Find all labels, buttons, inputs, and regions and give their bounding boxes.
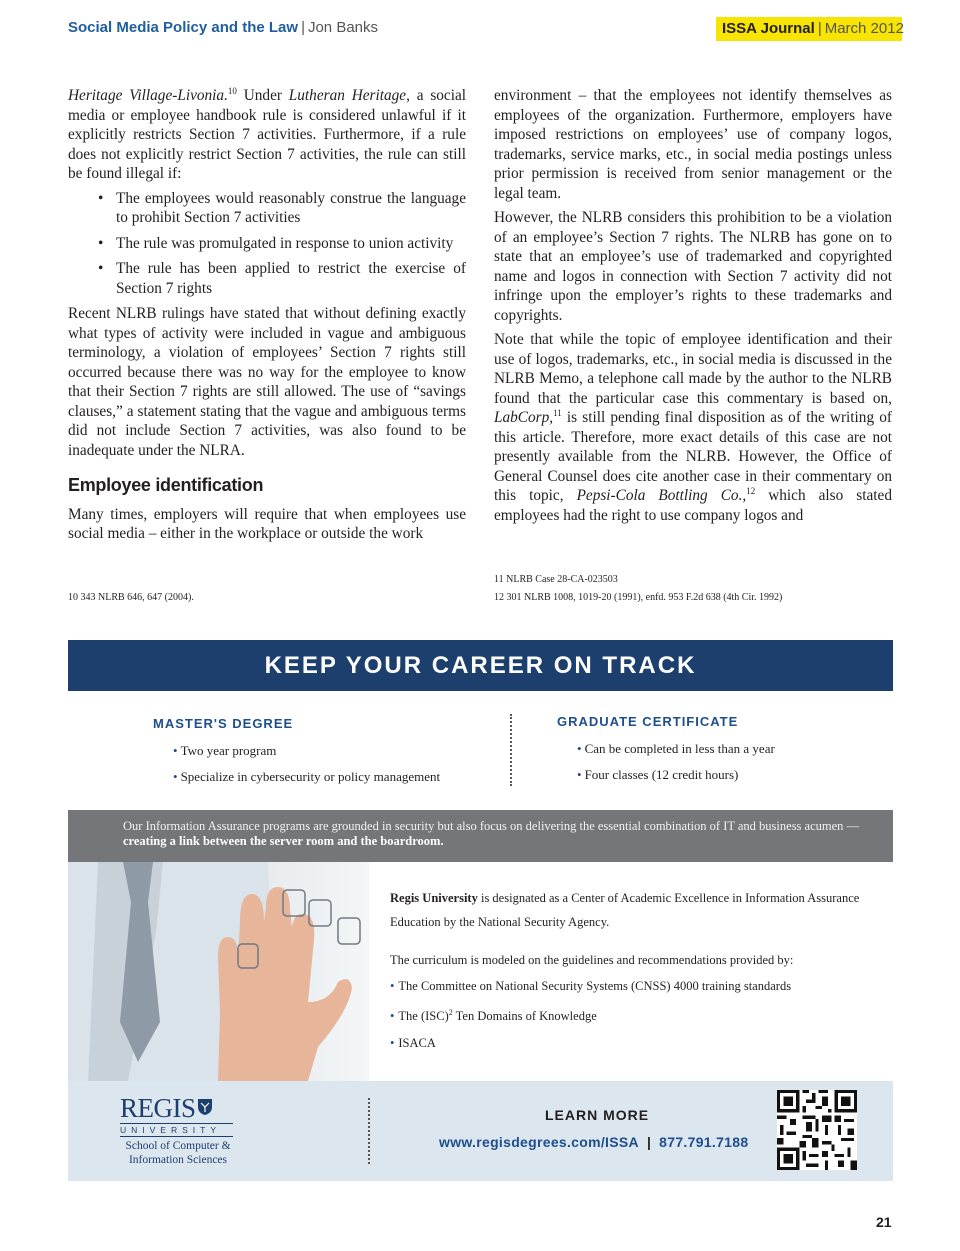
ad-banner-title: KEEP YOUR CAREER ON TRACK: [68, 640, 893, 691]
paragraph: environment – that the employees not identify themselves as employees of the organization. Furthermore, employers have imposed restrictions on employees’ use of company logos, trademarks, service marks, etc., in social media postings unless prior permission is received from senior management or the legal team.: [494, 87, 892, 202]
list-item-text: The rule was promulgated in response to union activity: [116, 234, 454, 252]
paragraph: The curriculum is modeled on the guidelines and recommendations provided by:: [390, 953, 794, 967]
list-item-text: Two year program: [180, 743, 277, 758]
standards-list: [390, 974, 870, 1055]
header-journal: ISSA Journal: [722, 20, 815, 37]
website-link[interactable]: www.regisdegrees.com/ISSA: [439, 1134, 639, 1150]
text-run: Note that while the topic of employee identification and their use of logos, trademarks, etc., in social media is discussed in the NLRB Memo, a telephone call made by the author to the NLRB found that the particular case this commentary is based on,: [494, 331, 892, 407]
regis-logo: [120, 1095, 240, 1167]
list-item-text: The (ISC): [398, 1009, 449, 1024]
superscript: 2: [448, 1008, 453, 1017]
article-column-right: [494, 86, 892, 530]
header-title: Social Media Policy and the Law: [68, 19, 299, 36]
list-item: [390, 1001, 870, 1028]
header-date: March 2012: [824, 20, 904, 37]
bullet-icon: •: [98, 189, 104, 207]
text-run: , a social media or employee handbook rule is considered unlawful if it explicitly restricts Section 7 activities. Furthermore, if a rule does not explicitly restrict Section 7 activities, the rule can still be found illegal if:: [68, 87, 467, 182]
shield-icon: [197, 1098, 213, 1116]
paragraph: [68, 86, 466, 184]
masters-heading: MASTER'S DEGREE: [153, 716, 294, 731]
qr-code-graphic: [777, 1090, 857, 1170]
ad-info-block: [390, 886, 870, 1058]
text-run: which also stated employees had the right to use company logos and: [494, 487, 892, 524]
case-citation: Heritage Village-Livonia.: [68, 87, 228, 104]
hand-touchscreen-photo: [68, 862, 369, 1081]
dotted-divider: [510, 714, 512, 786]
footnote-10: 10 343 NLRB 646, 647 (2004).: [68, 592, 194, 603]
footnote-ref: 10: [227, 85, 237, 96]
phone-number[interactable]: 877.791.7188: [659, 1134, 749, 1150]
list-item: [98, 189, 466, 228]
paragraph: [390, 886, 870, 934]
contact-separator: |: [646, 1134, 652, 1150]
list-item-text: Four classes (12 credit hours): [584, 767, 739, 782]
paragraph: However, the NLRB considers this prohibition to be a violation of an employee’s Section 7 rights. The NLRB has gone on to state that an employee’s use of trademarked and copyrighted name and logos in connection with Section 7 activity did not infringe upon the employer’s rights to these trademarks and copyrights.: [494, 209, 892, 324]
footnote-ref: 11: [553, 407, 562, 418]
bullet-icon: •: [173, 769, 178, 784]
university-name: Regis University: [390, 891, 478, 905]
text-run: is still pending final disposition as of the writing of this article. Therefore, more exact details of this case are not presently available from the NLRB. However, the Office of General Counsel does cite another case in their commentary on this topic,: [494, 409, 892, 504]
header-separator-right: |: [817, 20, 822, 37]
list-item: [98, 259, 466, 298]
tagline-emphasis: creating a link between the server room and the boardroom.: [123, 834, 444, 848]
list-item-text: Can be completed in less than a year: [584, 741, 775, 756]
footnote-11: 11 NLRB Case 28-CA-023503: [494, 574, 618, 585]
bullet-icon: •: [98, 234, 104, 252]
list-item: [390, 1031, 870, 1055]
hand-illustration: [68, 862, 369, 1081]
list-item: [98, 234, 466, 254]
text-run: Under: [236, 87, 289, 104]
list-item-text: Specialize in cybersecurity or policy management: [180, 769, 441, 784]
running-header-right: [716, 17, 902, 41]
list-item-text: ISACA: [398, 1036, 436, 1051]
list-item: [577, 741, 775, 757]
header-separator: |: [301, 19, 305, 36]
bullet-icon: •: [390, 979, 395, 993]
bullet-icon: •: [577, 767, 582, 782]
page-number: 21: [876, 1214, 892, 1230]
logo-wordmark-row: [120, 1095, 240, 1122]
ad-tagline-band: [68, 810, 893, 862]
case-citation: LabCorp,: [494, 409, 554, 426]
list-item: [390, 974, 870, 998]
list-item-text: Ten Domains of Knowledge: [452, 1009, 597, 1024]
logo-school-name: School of Computer & Information Sciences: [125, 1140, 231, 1166]
bullet-icon: •: [390, 1036, 395, 1051]
bullet-icon: •: [390, 1009, 395, 1024]
list-item-text: The rule has been applied to restrict the exercise of Section 7 rights: [116, 260, 466, 297]
learn-more-heading: LEARN MORE: [545, 1107, 650, 1123]
bullet-icon: •: [98, 260, 104, 277]
case-citation: Lutheran Heritage: [288, 87, 407, 104]
tagline-text: Our Information Assurance programs are grounded in security but also focus on delivering the essential combination of IT and business acumen —: [123, 819, 860, 833]
text-run: is designated as a Center of Academic Excellence in Information Assurance Education by the National Security Agency.: [390, 891, 860, 929]
paragraph: Many times, employers will require that when employees use social media – either in the workplace or outside the work: [68, 505, 466, 542]
list-item: [173, 743, 440, 759]
logo-university-line: UNIVERSITY: [120, 1123, 233, 1137]
certificate-heading: GRADUATE CERTIFICATE: [557, 714, 739, 729]
qr-code-icon[interactable]: [777, 1090, 857, 1170]
bullet-icon: •: [577, 741, 582, 756]
logo-wordmark: REGIS: [120, 1093, 196, 1123]
certificate-list: [577, 741, 775, 793]
bullet-list: [98, 189, 466, 299]
contact-line: [439, 1134, 748, 1150]
article-column-left: [68, 86, 466, 549]
list-item: [173, 769, 440, 785]
dotted-divider: [368, 1098, 370, 1164]
masters-list: [173, 743, 440, 795]
paragraph: [494, 330, 892, 525]
list-item: [577, 767, 775, 783]
bullet-icon: •: [173, 743, 178, 758]
footnote-12: 12 301 NLRB 1008, 1019-20 (1991), enfd. 953 F.2d 638 (4th Cir. 1992): [494, 592, 783, 603]
list-item-text: The employees would reasonably construe the language to prohibit Section 7 activities: [116, 189, 466, 226]
list-item-text: The Committee on National Security Systems (CNSS) 4000 training standards: [398, 979, 792, 993]
footnote-ref: 12: [746, 485, 756, 496]
running-header-left: [68, 19, 378, 36]
case-citation: Pepsi-Cola Bottling Co.,: [576, 487, 747, 504]
header-author: Jon Banks: [307, 19, 379, 36]
section-heading: Employee identification: [68, 475, 264, 495]
paragraph: Recent NLRB rulings have stated that without defining exactly what types of activity were included in vague and ambiguous terminology, a violation of employees’ Section 7 rights still occurred because there was no way for the employee to know that their Section 7 rights are still allowed. The use of “savings clauses,” a statement stating that the vague and ambiguous terms did not include Section 7 activities, was also found to be inadequate under the NLRA.: [68, 305, 466, 459]
